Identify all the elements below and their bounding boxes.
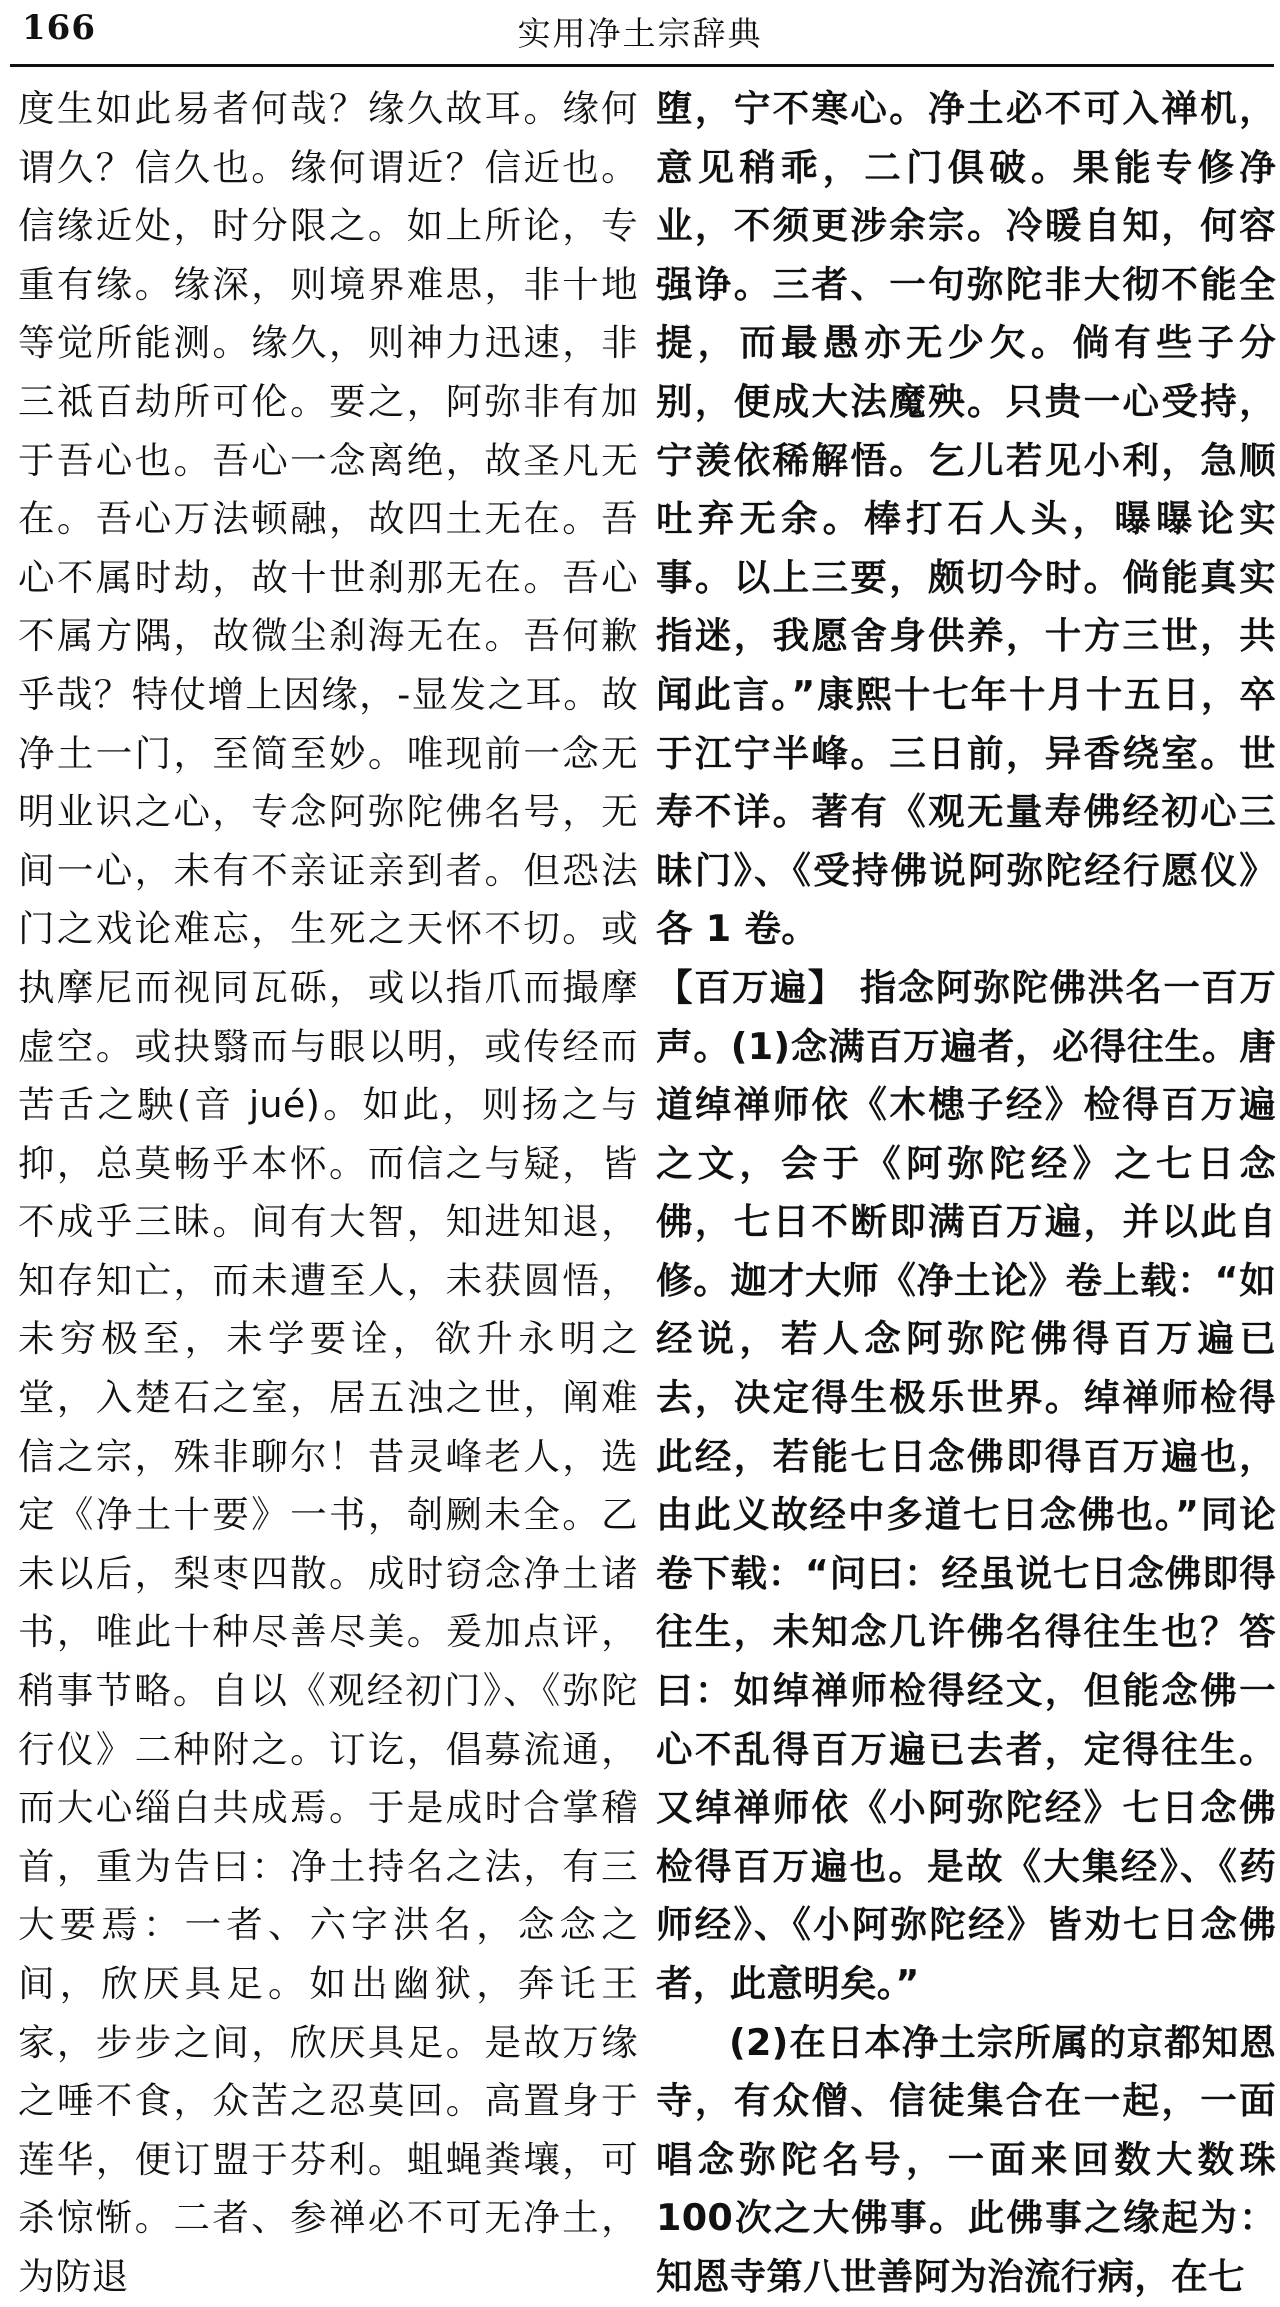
running-title: 实用净土宗辞典 (517, 14, 763, 53)
page-number: 166 (22, 8, 96, 48)
right-column (656, 80, 1277, 2298)
left-column (18, 80, 638, 2298)
left-column-paragraph: 度生如此易者何哉？缘久故耳。缘何谓久？信久也。缘何谓近？信近也。信缘近处，时分限之。如上所论，专重有缘。缘深，则境界难思，非十地等觉所能测。缘久，则神力迅速，非三祗百劫所可伦。要之，阿弥非有加于吾心也。吾心一念离绝，故圣凡无在。吾心万法顿融，故四土无在。吾心不属时劫，故十世刹那无在。吾心不属方隅，故微尘刹海无在。吾何歉乎哉？特仗增上因缘，‐显发之耳。故净土一门，至简至妙。唯现前一念无明业识之心，专念阿弥陀佛名号，无间一心，未有不亲证亲到者。但恐法门之戏论难忘，生死之天怀不切。或执摩尼而视同瓦砾，或以指爪而撮摩虚空。或抉翳而与眼以明，或传经而苦舌之駚(音 jué)。如此，则扬之与抑，总莫畅乎本怀。而信之与疑，皆不成乎三昧。间有大智，知进知退，知存知亡，而未遭至人，未获圆悟，未穷极至，未学要诠，欲升永明之堂，入楚石之室，居五浊之世，阐难信之宗，殊非聊尔！昔灵峰老人，选定《净土十要》一书，剞劂未全。乙未以后，梨枣四散。成时窃念净土诸书，唯此十种尽善尽美。爰加点评，稍事节略。自以《观经初门》、《弥陀行仪》二种附之。订讫，倡募流通，而大心缁白共成焉。于是成时合掌稽首，重为告曰：净土持名之法，有三大要焉：一者、六字洪名，念念之间，欣厌具足。如出幽狱，奔讬王家，步步之间，欣厌具足。是故万缘之唾不食，众苦之忍莫回。高置身于莲华，便订盟于芬利。蛆蝇粪壤，可杀惊惭。二者、参禅必不可无净土，为防退 (18, 87, 638, 2298)
right-column-paragraph: 堕，宁不寒心。净土必不可入禅机，意见稍乖，二门俱破。果能专修净业，不须更涉余宗。冷暖自知，何容强诤。三者、一句弥陀非大彻不能全提，而最愚亦无少欠。倘有些子分别，便成大法魔殃。只贵一心受持，宁羡依稀解悟。乞儿若见小利，急顺吐弃无余。棒打石人头，曝曝论实事。以上三要，颇切今时。倘能真实指迷，我愿舍身供养，十方三世，共闻此言。”康熙十七年十月十五日，卒于江宁半峰。三日前，异香绕室。世寿不详。著有《观无量寿佛经初心三昧门》、《受持佛说阿弥陀经行愿仪》各 1 卷。 (656, 87, 1276, 951)
entry-continuation-paragraph: (2)在日本净土宗所属的京都知恩寺，有众僧、信徒集合在一起，一面唱念弥陀名号，一面来回数大数珠100次之大佛事。此佛事之缘起为：知恩寺第八世善阿为治流行病，在七 (656, 2020, 1276, 2298)
entry-body: 指念阿弥陀佛洪名一百万声。(1)念满百万遍者，必得往生。唐道绰禅师依《木槵子经》检得百万遍之文，会于《阿弥陀经》之七日念佛，七日不断即满百万遍，并以此自修。迦才大师《净土论》卷上载：“如经说，若人念阿弥陀佛得百万遍已去，决定得生极乐世界。绰禅师检得此经，若能七日念佛即得百万遍也，由此义故经中多道七日念佛也。”同论卷下载：“问曰：经虽说七日念佛即得往生，未知念几许佛名得往生也？答曰：如绰禅师检得经文，但能念佛一心不乱得百万遍已去者，定得往生。又绰禅师依《小阿弥陀经》七日念佛检得百万遍也。是故《大集经》、《药师经》、《小阿弥陀经》皆劝七日念佛者，此意明矣。” (656, 965, 1277, 2005)
entry-headword: 【百万遍】 (656, 965, 846, 1009)
entry-bai-wan-bian (656, 959, 1276, 2014)
header-rule (10, 64, 1274, 67)
